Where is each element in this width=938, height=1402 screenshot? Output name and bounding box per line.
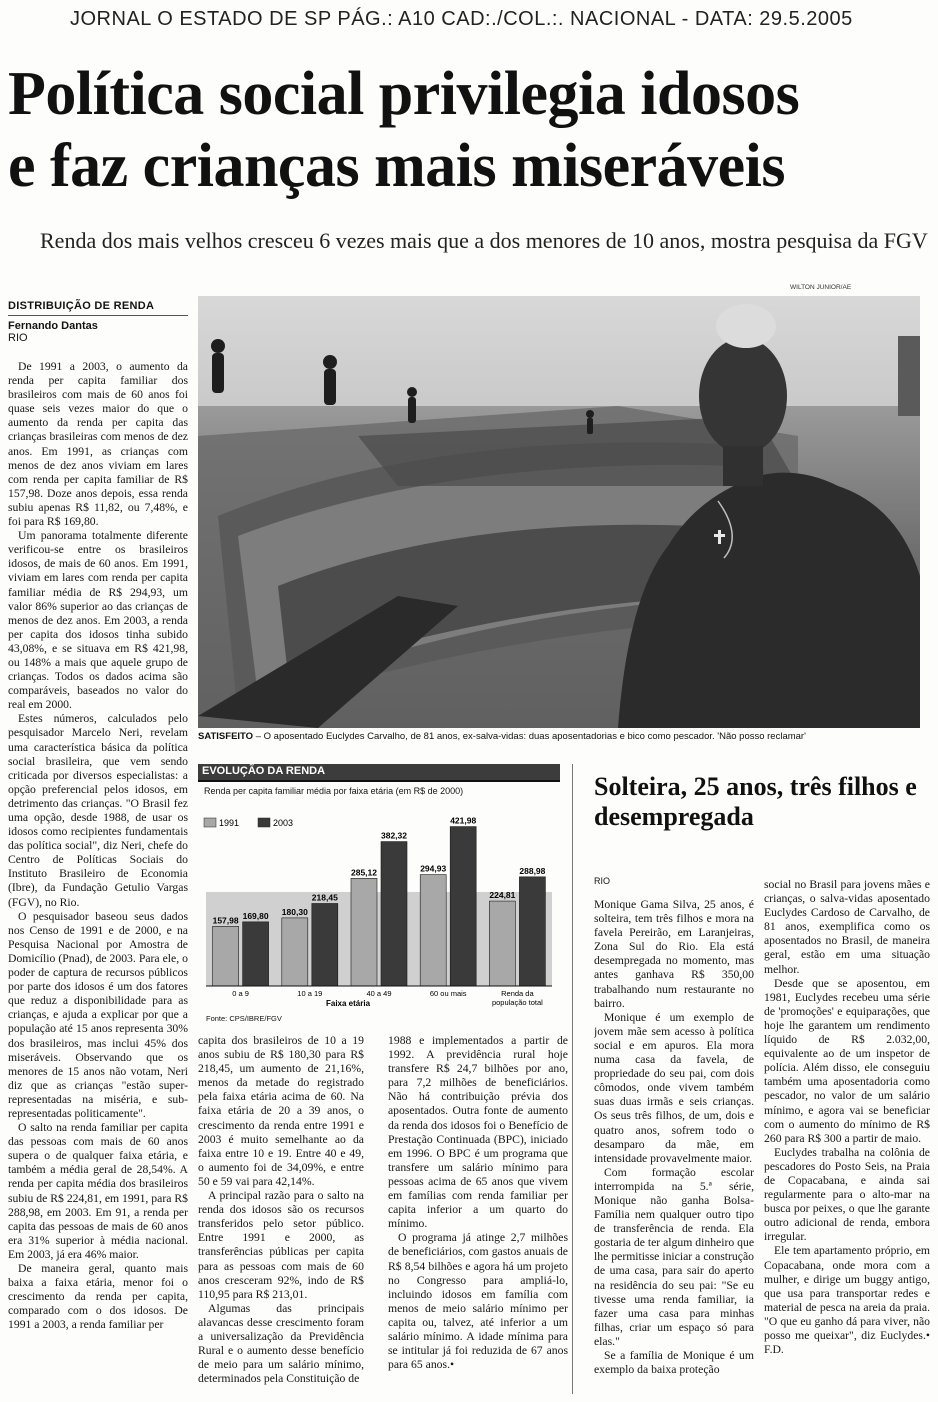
sidebar-location: RIO <box>594 876 611 886</box>
income-chart <box>198 764 560 1030</box>
legend-label: 1991 <box>219 818 240 828</box>
kicker-rule <box>8 315 188 316</box>
caption-kicker: SATISFEITO <box>198 731 254 742</box>
x-tick-label: 40 a 49 <box>366 989 392 998</box>
bar-value-label: 157,98 <box>212 915 239 926</box>
sidebar-paragraph: social no Brasil para jovens mães e crianças, o salva-vidas aposentado Euclydes Cardoso de Carvalho, de 81 anos, exemplifica como os aposentados no Brasil, de maneira geral, estão em uma situação melhor. <box>764 878 930 976</box>
article-paragraph: Um panorama totalmente diferente verificou-se entre os brasileiros idosos, de mais de 60 anos. Em 1991, viviam em lares com renda per capita familiar média de R$ 294,93, um valor 86% superior ao das crianças de menos de dez anos. Em 2003, a renda per capita dos idosos tinha subido 43,08%, e se situava em R$ 421,98, ou 148% a mais que aquele grupo de crianças. Todos os dados acima são comparáveis, baseados no valor do real em 2000. <box>8 529 188 712</box>
caption-text: – O aposentado Euclydes Carvalho, de 81 anos, ex-salva-vidas: duas aposentadorias e bico como pescador. 'Não posso reclamar' <box>253 731 806 742</box>
legend-label: 2003 <box>273 818 294 828</box>
article-column-right <box>388 1034 568 1394</box>
chart-bar <box>351 878 377 986</box>
bar-value-label: 169,80 <box>242 910 269 921</box>
sidebar-headline: Solteira, 25 anos, três filhos e desempregada <box>594 772 917 831</box>
chart-bar <box>519 877 545 986</box>
bar-value-label: 294,93 <box>420 863 447 874</box>
x-tick-label: 60 ou mais <box>429 989 467 998</box>
article-meta <box>8 300 188 344</box>
article-paragraph: capita dos brasileiros de 10 a 19 anos subiu de R$ 180,30 para R$ 218,45, um aumento de 21,16%, menos da metade do registrado pela faixa etária acima de 60. Na faixa etária de 20 a 39 anos, o crescimento da renda entre 1991 e 2003 é muito semelhante ao da faixa entre 10 e 19. Entre 40 e 49, o aumento foi de 34,09%, e entre 50 e 59 vai para 42,14%. <box>198 1034 364 1188</box>
legend-swatch <box>258 818 270 827</box>
sidebar-paragraph: Ele tem apartamento próprio, em Copacabana, onde mora com a mulher, e dirige um buggy antigo, que usa para transportar redes e material de pesca na areia da praia. "O que eu ganho dá para viver, não posso me queixar", diz Euclydes.• F.D. <box>764 1244 930 1357</box>
article-author: Fernando Dantas <box>8 320 98 332</box>
chart-bar <box>282 918 308 986</box>
chart-plot <box>198 800 560 1012</box>
bar-value-label: 285,12 <box>351 867 377 878</box>
sidebar-paragraph: Desde que se aposentou, em 1981, Euclydes recebeu uma série de 'promoções' e equiparações, que hoje lhe garantem um rendimento líquido de R$ 2.032,00, equivalente ao de um inspetor de polícia. Além disso, ele conseguiu também uma aposentadoria como pescador, no valor de um salário mínimo, e agora vai se beneficiar com o aumento do mínimo de R$ 260 para R$ 300 a partir de maio. <box>764 976 930 1145</box>
chart-bar <box>381 842 407 986</box>
beach-fisherman-image <box>198 296 920 728</box>
chart-subtitle: Renda per capita familiar média por faixa etária (em R$ de 2000) <box>204 786 464 796</box>
bar-value-label: 288,98 <box>519 865 546 876</box>
sidebar-column-2 <box>764 878 930 1395</box>
bar-value-label: 224,81 <box>489 890 516 901</box>
headline-line-1: Política social privilegia idosos <box>8 60 800 128</box>
x-tick-label: 10 a 19 <box>297 989 323 998</box>
article-paragraph: De 1991 a 2003, o aumento da renda per capita familiar dos brasileiros com mais de 60 anos foi quase seis vezes maior do que o aumento da renda per capita das crianças brasileiras com menos de dez anos. Em 1991, as crianças com menos de dez anos viviam em lares com renda per capita familiar de R$ 157,98. Doze anos depois, essa renda subiu apenas R$ 11,82, ou 7,48%, e foi para R$ 169,80. <box>8 360 188 529</box>
article-column-middle <box>198 1034 364 1394</box>
article-paragraph: Estes números, calculados pelo pesquisador Marcelo Neri, revelam uma característica básica da política social brasileira, que vem sendo criticada por diversos especialistas: a opção preferencial pelos idosos, em detrimento das crianças. "O Brasil fez uma opção, desde 1988, de usar os idosos como recipientes fundamentais das política social", diz Neri, chefe do Centro de Políticas Sociais do Instituto Brasileiro de Economia (Ibre), da Fundação Getulio Vargas (FGV), no Rio. <box>8 712 188 909</box>
chart-bar <box>243 922 269 986</box>
photo-caption <box>198 731 933 742</box>
headline <box>8 58 933 202</box>
newspaper-header: JORNAL O ESTADO DE SP PÁG.: A10 CAD:./COL.:. NACIONAL - DATA: 29.5.2005 <box>70 8 853 30</box>
x-tick-label: Renda da <box>501 989 534 998</box>
chart-title: EVOLUÇÃO DA RENDA <box>202 765 326 777</box>
bar-value-label: 218,45 <box>311 892 338 903</box>
x-axis-label: Faixa etária <box>325 999 371 1008</box>
column-divider <box>572 764 573 1394</box>
article-column-left <box>8 360 188 1395</box>
chart-bar <box>489 901 515 986</box>
sidebar-paragraph: Euclydes trabalha na colônia de pescadores do Posto Seis, na Praia de Copacabana, e ainda sai regularmente para o alto-mar na busca por peixes, o que lhe garante outro adicional de renda, embora irregular. <box>764 1145 930 1244</box>
x-tick-label: população total <box>491 998 543 1007</box>
chart-bar <box>420 875 446 986</box>
article-paragraph: O programa já atinge 2,7 milhões de beneficiários, com gastos anuais de R$ 8,54 bilhões e agora há um projeto no Congresso para ampliá-lo, incluindo idosos em família com menos de meio salário mínimo per capita ou, talvez, até inferior a um salário mínimo. A idade mínima para se intitular já foi reduzida de 67 anos para 65 anos.• <box>388 1231 568 1372</box>
sidebar-paragraph: Com formação escolar interrompida na 5.ª série, Monique não ganha Bolsa-Família nem qualquer outro tipo de transferência de renda. Ela gostaria de ter algum dinheiro que lhe permitisse iniciar a construção de uma casa, para sair do aperto na residência do seu pai: "Se eu tivesse uma renda familiar, ia fazer uma casa para minhas filhas, criar um espaço só para elas." <box>594 1165 754 1348</box>
article-paragraph: 1988 e implementados a partir de 1992. A previdência rural hoje transfere R$ 24,7 bilhões por ano, para 7,2 milhões de beneficiários. Não há contribuição prévia dos aposentados. Outra fonte de aumento da renda dos idosos foi o Benefício de Prestação Continuada (BPC), iniciado em 1996. O BPC é um programa que transfere um salário mínimo para pessoas acima de 65 anos que vivem em famílias com renda familiar per capita inferior a um quarto do mínimo. <box>388 1034 568 1231</box>
chart-bar <box>450 827 476 986</box>
article-paragraph: Algumas das principais alavancas desse crescimento foram a universalização da Previdência Rural e o aumento desse benefício de meio para um salário mínimo, determinados pela Constituição de <box>198 1301 364 1386</box>
x-tick-label: 0 a 9 <box>232 989 249 998</box>
chart-bar <box>312 903 338 986</box>
headline-line-2: e faz crianças mais miseráveis <box>8 132 785 200</box>
article-paragraph: De maneira geral, quanto mais baixa a faixa etária, menor foi o crescimento da renda per capita, comparado com o dos idosos. De 1991 a 2003, a renda familiar per <box>8 1262 188 1332</box>
bar-value-label: 382,32 <box>381 830 407 841</box>
photo-credit: WILTON JUNIOR/AE <box>790 284 852 291</box>
sidebar-paragraph: Monique é um exemplo de jovem mãe sem acesso à política social e em apuros. Ela mora numa casa da favela, de propriedade do seu pai, com dois cômodos, onde vivem também suas duas irmãs e seis crianças. Os seus três filhos, de um, dois e quatro anos, sofrem todo o desamparo da mãe, em intensidade provavelmente maior. <box>594 1010 754 1165</box>
article-kicker: DISTRIBUIÇÃO DE RENDA <box>8 300 155 312</box>
news-photo <box>198 296 920 728</box>
article-paragraph: O pesquisador baseou seus dados nos Censo de 1991 e de 2000, e na Pesquisa Nacional por Amostra de Domicílio (Pnad), de 2003. Para ele, o poder de captura de recursos públicos por parte dos idosos é um dos fatores que reduz a disponibilidade para as crianças, e ajuda a explicar por que a população até 15 anos representa 30% dos brasileiros, mas inclui 45% dos miseráveis. Observando que os menores de 15 anos não votam, Neri diz que as crianças "estão super-representadas na miséria, e sub-representadas politicamente". <box>8 909 188 1120</box>
bar-value-label: 421,98 <box>450 815 477 826</box>
article-paragraph: O salto na renda familiar per capita das pessoas com mais de 60 anos supera o de qualquer faixa etária, e também a média geral de 28,54%. A renda per capita média dos brasileiros subiu de R$ 224,81, em 1991, para R$ 288,98, em 2003. Em 91, a renda per capita das pessoas de mais de 60 anos era 31% superior à média nacional. Em 2003, já era 46% maior. <box>8 1121 188 1261</box>
bar-value-label: 180,30 <box>281 906 308 917</box>
chart-bar <box>213 926 239 986</box>
sidebar-paragraph: Se a família de Monique é um exemplo da baixa proteção <box>594 1349 754 1377</box>
sidebar-column-1 <box>594 898 754 1395</box>
article-location: RIO <box>8 332 28 344</box>
chart-source: Fonte: CPS/IBRE/FGV <box>206 1014 282 1023</box>
legend-swatch <box>204 818 216 827</box>
subheadline: Renda dos mais velhos cresceu 6 vezes mais que a dos menores de 10 anos, mostra pesquisa da FGV <box>40 228 928 253</box>
sidebar-paragraph: Monique Gama Silva, 25 anos, é solteira, tem três filhos e mora na favela Pereirão, em Laranjeiras, Zona Sul do Rio. Ela está desempregada no momento, mas antes ganhava R$ 350,00 trabalhando num restaurante no bairro. <box>594 898 754 1010</box>
article-paragraph: A principal razão para o salto na renda dos idosos são os recursos transferidos pelo setor público. Entre 1991 e 2000, as transferências públicas per capita para as pessoas com mais de 60 anos cresceram 92%, indo de R$ 110,95 para R$ 213,01. <box>198 1189 364 1301</box>
